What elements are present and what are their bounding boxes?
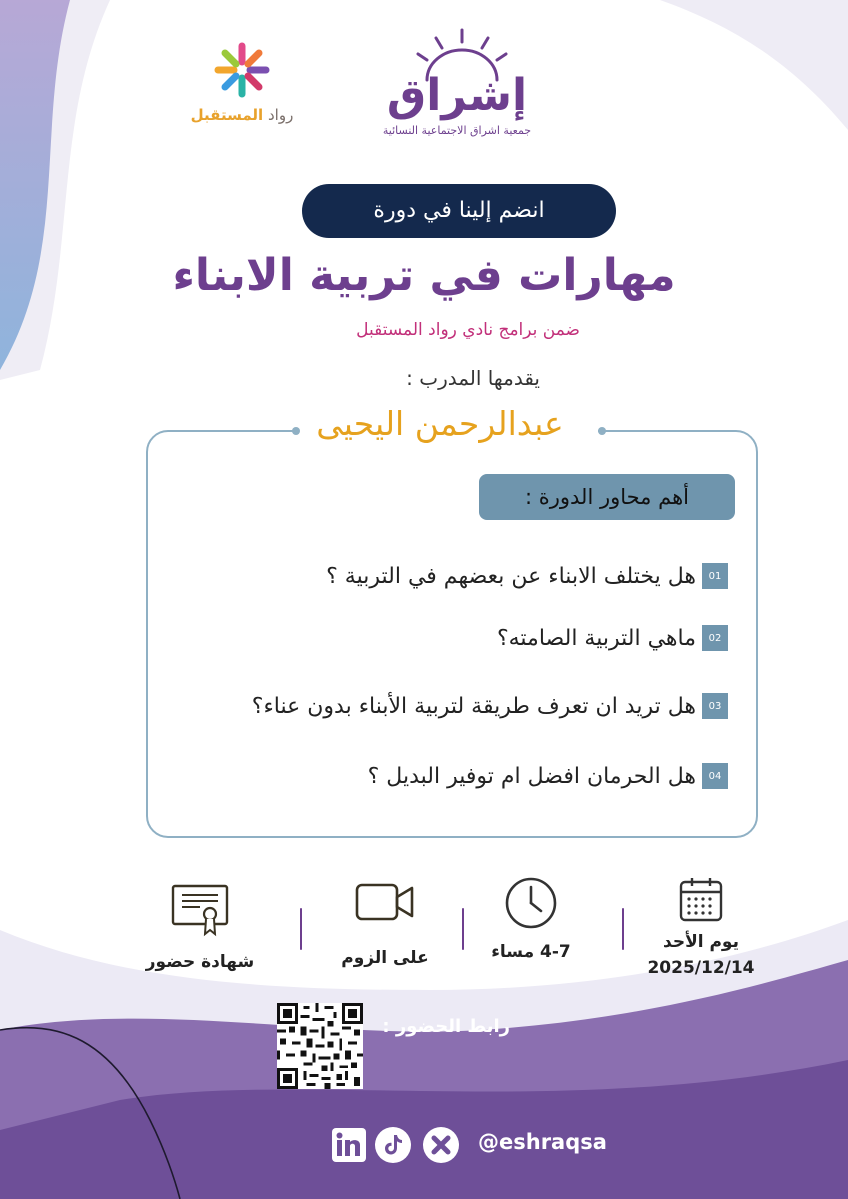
topic-text: هل يختلف الابناء عن بعضهم في التربية ؟ bbox=[326, 563, 696, 589]
topic-number: 03 bbox=[702, 693, 728, 719]
date-label: 2025/12/14 bbox=[647, 958, 755, 978]
certificate-info bbox=[130, 882, 270, 972]
join-us-banner: انضم إلينا في دورة bbox=[302, 184, 616, 238]
divider bbox=[300, 908, 302, 950]
platform-info bbox=[330, 880, 440, 968]
topic-text: هل الحرمان افضل ام توفير البديل ؟ bbox=[367, 763, 696, 789]
faded-watermark-text: انضم إلينا في دورة bbox=[214, 376, 370, 400]
presenter-label: يقدمها المدرب : bbox=[406, 366, 540, 390]
attendance-link-label: رابط الحضور : bbox=[382, 1016, 510, 1037]
linkedin-icon[interactable] bbox=[330, 1126, 368, 1164]
certificate-label: شهادة حضور bbox=[145, 952, 255, 972]
date-info bbox=[636, 876, 766, 978]
topic-number: 02 bbox=[702, 625, 728, 651]
divider bbox=[622, 908, 624, 950]
social-bar bbox=[330, 1124, 610, 1168]
rowad-logo bbox=[172, 40, 312, 130]
clock-icon bbox=[504, 876, 558, 930]
topic-item bbox=[160, 686, 728, 726]
frame-dot-left bbox=[292, 427, 300, 435]
course-title: مهارات في تربية الابناء bbox=[172, 250, 676, 301]
rowad-highlight: المستقبل bbox=[190, 106, 264, 124]
day-label: يوم الأحد bbox=[663, 932, 739, 952]
time-info bbox=[476, 876, 586, 962]
eshraq-logo-text: إشراق bbox=[386, 70, 528, 121]
divider bbox=[462, 908, 464, 950]
time-label: 4-7 مساء bbox=[491, 942, 571, 962]
certificate-icon bbox=[170, 882, 230, 942]
tiktok-icon[interactable] bbox=[374, 1126, 412, 1164]
eshraq-logo bbox=[372, 28, 542, 143]
topic-item bbox=[160, 756, 728, 796]
topic-number: 01 bbox=[702, 563, 728, 589]
topic-item bbox=[160, 618, 728, 658]
topic-text: هل تريد ان تعرف طريقة لتربية الأبناء بدون عناء؟ bbox=[251, 693, 696, 719]
topic-item bbox=[160, 556, 728, 596]
qr-code[interactable] bbox=[277, 1003, 363, 1089]
rowad-prefix: رواد bbox=[267, 106, 294, 124]
topic-number: 04 bbox=[702, 763, 728, 789]
calendar-icon bbox=[678, 876, 724, 924]
eshraq-logo-subtitle: جمعية اشراق الاجتماعية النسائية bbox=[382, 124, 532, 137]
program-subtitle: ضمن برامج نادي رواد المستقبل bbox=[356, 320, 580, 340]
rowad-star-icon bbox=[212, 40, 272, 100]
rowad-logo-text bbox=[172, 106, 312, 124]
x-icon[interactable] bbox=[422, 1126, 460, 1164]
video-camera-icon bbox=[354, 880, 416, 924]
frame-dot-right bbox=[598, 427, 606, 435]
topics-heading: أهم محاور الدورة : bbox=[479, 474, 735, 520]
social-handle[interactable]: @eshraqsa bbox=[478, 1130, 607, 1154]
trainer-name: عبدالرحمن اليحيى bbox=[300, 404, 580, 443]
topic-text: ماهي التربية الصامته؟ bbox=[496, 625, 696, 651]
platform-label: على الزوم bbox=[341, 948, 429, 968]
